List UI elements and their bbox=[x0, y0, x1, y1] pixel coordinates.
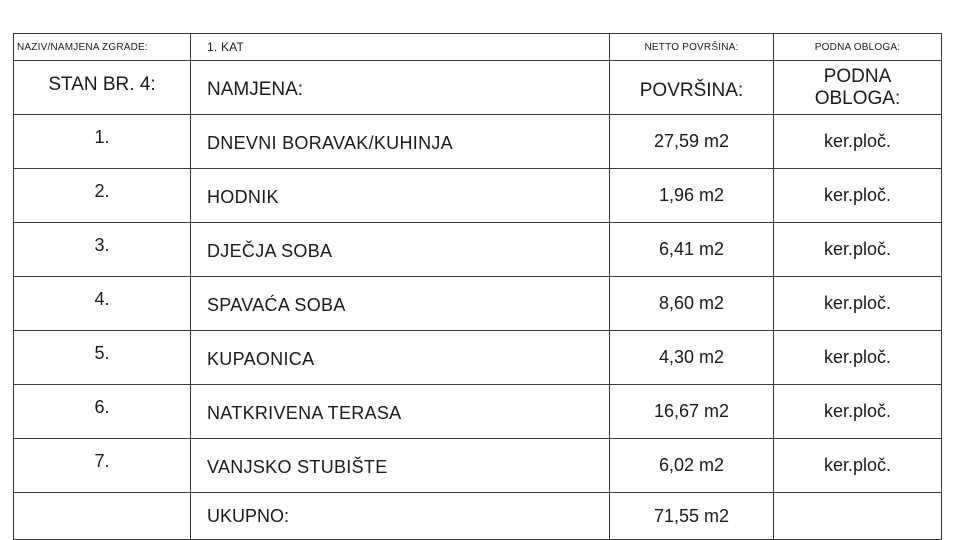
table-row bbox=[14, 385, 942, 439]
table-row bbox=[14, 223, 942, 277]
flooring-header-line1: PODNA bbox=[823, 65, 892, 87]
room-flooring: ker.ploč. bbox=[774, 331, 942, 385]
room-flooring: ker.ploč. bbox=[774, 223, 942, 277]
table-row bbox=[14, 439, 942, 493]
room-flooring: ker.ploč. bbox=[774, 277, 942, 331]
table-row bbox=[14, 277, 942, 331]
row-number: 6. bbox=[14, 385, 191, 439]
column-header-row bbox=[14, 61, 942, 115]
flooring-header-line2: OBLOGA: bbox=[814, 87, 901, 109]
room-area: 16,67 m2 bbox=[610, 385, 774, 439]
room-area: 6,41 m2 bbox=[610, 223, 774, 277]
total-area: 71,55 m2 bbox=[610, 493, 774, 540]
building-label: NAZIV/NAMJENA ZGRADE: bbox=[14, 34, 191, 61]
room-name: DNEVNI BORAVAK/KUHINJA bbox=[191, 115, 610, 169]
total-row bbox=[14, 493, 942, 540]
room-name: SPAVAĆA SOBA bbox=[191, 277, 610, 331]
flooring-label: PODNA OBLOGA: bbox=[774, 34, 942, 61]
room-flooring: ker.ploč. bbox=[774, 385, 942, 439]
table-row bbox=[14, 115, 942, 169]
room-flooring: ker.ploč. bbox=[774, 439, 942, 493]
area-header: POVRŠINA: bbox=[610, 61, 774, 115]
total-empty-flooring-cell bbox=[774, 493, 942, 540]
total-label: UKUPNO: bbox=[191, 493, 610, 540]
room-area: 27,59 m2 bbox=[610, 115, 774, 169]
room-name: NATKRIVENA TERASA bbox=[191, 385, 610, 439]
room-flooring: ker.ploč. bbox=[774, 169, 942, 223]
room-area: 1,96 m2 bbox=[610, 169, 774, 223]
room-area: 4,30 m2 bbox=[610, 331, 774, 385]
flooring-header bbox=[774, 61, 942, 115]
row-number: 5. bbox=[14, 331, 191, 385]
room-name: KUPAONICA bbox=[191, 331, 610, 385]
total-empty-cell bbox=[14, 493, 191, 540]
apartment-header: STAN BR. 4: bbox=[14, 61, 191, 115]
purpose-header: NAMJENA: bbox=[191, 61, 610, 115]
row-number: 4. bbox=[14, 277, 191, 331]
net-area-label: NETTO POVRŠINA: bbox=[610, 34, 774, 61]
row-number: 3. bbox=[14, 223, 191, 277]
room-name: VANJSKO STUBIŠTE bbox=[191, 439, 610, 493]
table-row bbox=[14, 169, 942, 223]
table-row bbox=[14, 331, 942, 385]
building-header-row bbox=[14, 34, 942, 61]
room-flooring: ker.ploč. bbox=[774, 115, 942, 169]
row-number: 7. bbox=[14, 439, 191, 493]
room-area: 6,02 m2 bbox=[610, 439, 774, 493]
floor-label: 1. KAT bbox=[191, 34, 610, 61]
room-name: DJEČJA SOBA bbox=[191, 223, 610, 277]
row-number: 1. bbox=[14, 115, 191, 169]
room-area-table bbox=[13, 33, 942, 540]
room-name: HODNIK bbox=[191, 169, 610, 223]
row-number: 2. bbox=[14, 169, 191, 223]
room-area: 8,60 m2 bbox=[610, 277, 774, 331]
